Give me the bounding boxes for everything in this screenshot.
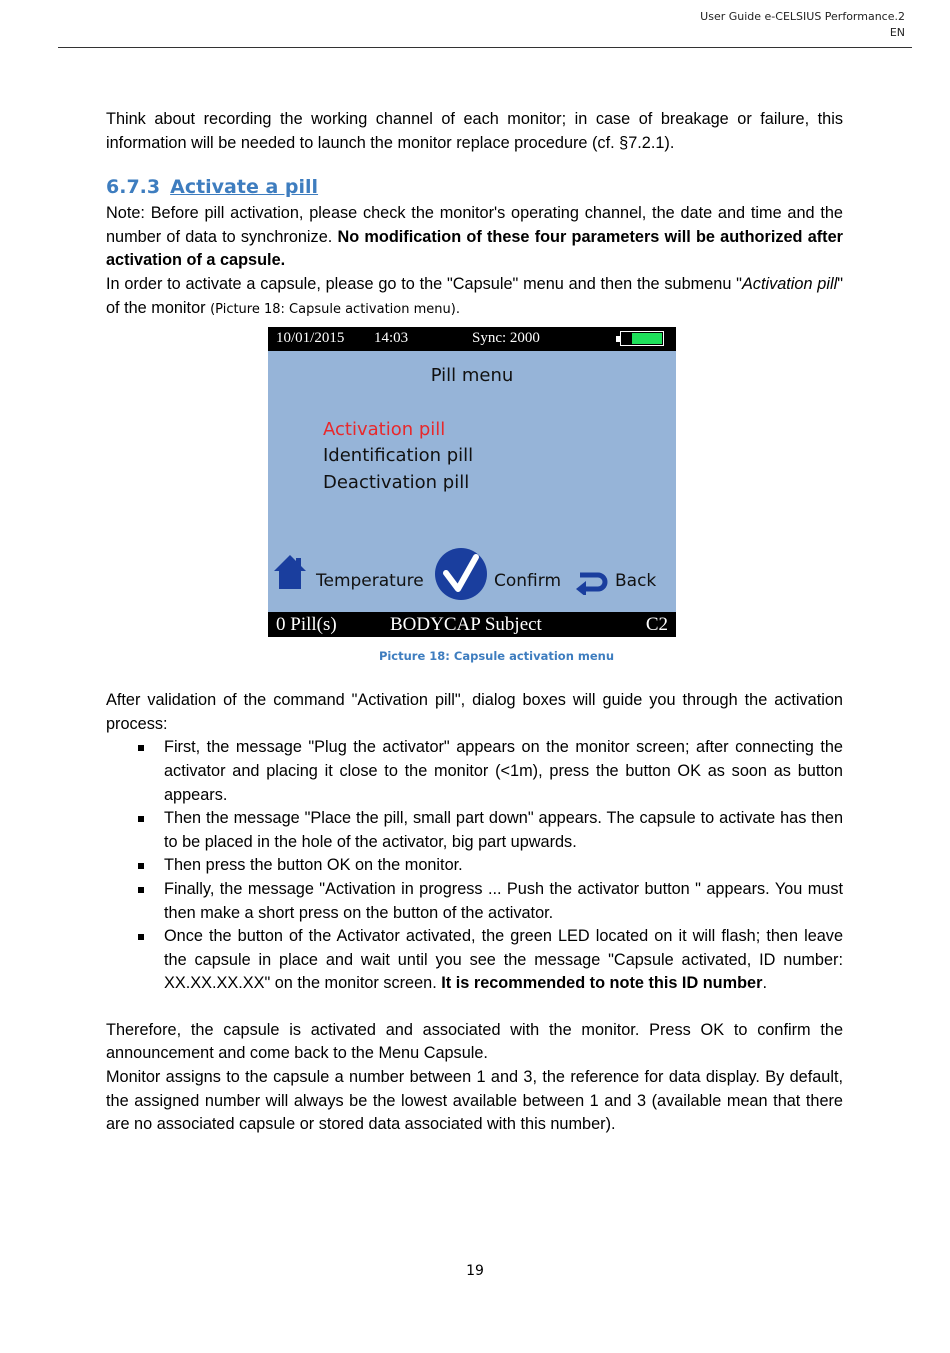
menu-item-identification-pill: Identification pill bbox=[323, 445, 474, 467]
instruction-italic: Activation pill bbox=[741, 274, 838, 293]
steps-list bbox=[106, 736, 843, 996]
bullet-icon bbox=[138, 863, 144, 869]
channel-label: C2 bbox=[645, 614, 668, 636]
home-icon bbox=[272, 553, 308, 591]
list-item: Finally, the message "Activation in progress ... Push the activator button " appears. You must then make a short press on the button of the activator. bbox=[106, 878, 843, 925]
back-arrow-icon bbox=[576, 569, 608, 595]
header-divider bbox=[58, 47, 912, 48]
note-paragraph bbox=[106, 202, 843, 273]
bullet-icon bbox=[138, 745, 144, 751]
page-content bbox=[106, 108, 843, 1137]
after-validation-paragraph: After validation of the command "Activation pill", dialog boxes will guide you through the activation process: bbox=[106, 691, 843, 733]
battery-icon bbox=[620, 331, 664, 346]
monitor-screen-picture bbox=[268, 327, 676, 637]
bullet-icon bbox=[138, 887, 144, 893]
monitor-time: 14:03 bbox=[374, 330, 409, 347]
list-item: Then press the button OK on the monitor. bbox=[106, 854, 843, 878]
subject-name: BODYCAP Subject bbox=[390, 614, 542, 636]
instruction-text: In order to activate a capsule, please go to the "Capsule" menu and then the submenu " bbox=[106, 274, 742, 293]
temperature-label: Temperature bbox=[316, 571, 424, 592]
section-heading bbox=[106, 174, 843, 200]
instruction-paragraph bbox=[106, 273, 843, 321]
menu-item-activation-pill: Activation pill bbox=[323, 419, 446, 441]
battery-level bbox=[632, 333, 662, 344]
intro-paragraph: Think about recording the working channel of each monitor; in case of breakage or failure, this information will be needed to launch the monitor replace procedure (cf. §7.2.1). bbox=[106, 110, 843, 152]
page-number: 19 bbox=[466, 1263, 484, 1279]
picture-reference: (Picture 18: Capsule activation menu). bbox=[210, 301, 460, 317]
list-item: Once the button of the Activator activated, the green LED located on it will flash; then leave the capsule in place and wait until you see the message "Capsule activated, ID number: XX.XX.XX.XX" on the monitor screen. It is recommended to note this ID number. bbox=[106, 925, 843, 996]
monitor-footer-bar bbox=[268, 612, 676, 637]
note-text: Note: Before pill activation, please check the monitor's operating channel, the date and time and the number of data to synchronize. bbox=[106, 204, 843, 246]
figure-caption: Picture 18: Capsule activation menu bbox=[378, 649, 615, 664]
header-title: User Guide e-CELSIUS Performance.2 bbox=[700, 10, 905, 23]
list-item: First, the message "Plug the activator" appears on the monitor screen; after connecting the activator and placing it close to the monitor (<1m), press the button OK as soon as button appears. bbox=[106, 736, 843, 807]
list-item: Then the message "Place the pill, small part down" appears. The capsule to activate has then to be placed in the hole of the activator, big part upwards. bbox=[106, 807, 843, 854]
id-note-bold: It is recommended to note this ID number bbox=[441, 974, 763, 993]
section-title: Activate a pill bbox=[170, 176, 319, 199]
note-bold: No modification of these four parameters will be authorized after activation of a capsule. bbox=[106, 227, 843, 270]
monitor-status-bar bbox=[268, 327, 676, 351]
pill-menu-title: Pill menu bbox=[430, 365, 514, 387]
back-label: Back bbox=[615, 571, 657, 592]
bullet-icon bbox=[138, 934, 144, 940]
page-header bbox=[700, 9, 905, 41]
monitor-date: 10/01/2015 bbox=[276, 330, 345, 347]
therefore-paragraph: Therefore, the capsule is activated and associated with the monitor. Press OK to confirm the announcement and come back to the Menu Capsule. bbox=[106, 1020, 843, 1063]
header-language: EN bbox=[889, 26, 905, 39]
pill-count: 0 Pill(s) bbox=[276, 614, 337, 636]
monitor-sync: Sync: 2000 bbox=[472, 330, 540, 347]
menu-item-deactivation-pill: Deactivation pill bbox=[323, 472, 470, 494]
instruction-text-2: " of the monitor bbox=[106, 274, 843, 317]
section-number: 6.7.3 bbox=[106, 176, 161, 199]
bullet-icon bbox=[138, 816, 144, 822]
confirm-label: Confirm bbox=[494, 571, 562, 592]
confirm-check-icon bbox=[434, 547, 488, 601]
assigns-paragraph: Monitor assigns to the capsule a number between 1 and 3, the reference for data display. By default, the assigned number will always be the lowest available between 1 and 3 (available mean that there are no associated capsule or stored data associated with this number). bbox=[106, 1068, 843, 1134]
